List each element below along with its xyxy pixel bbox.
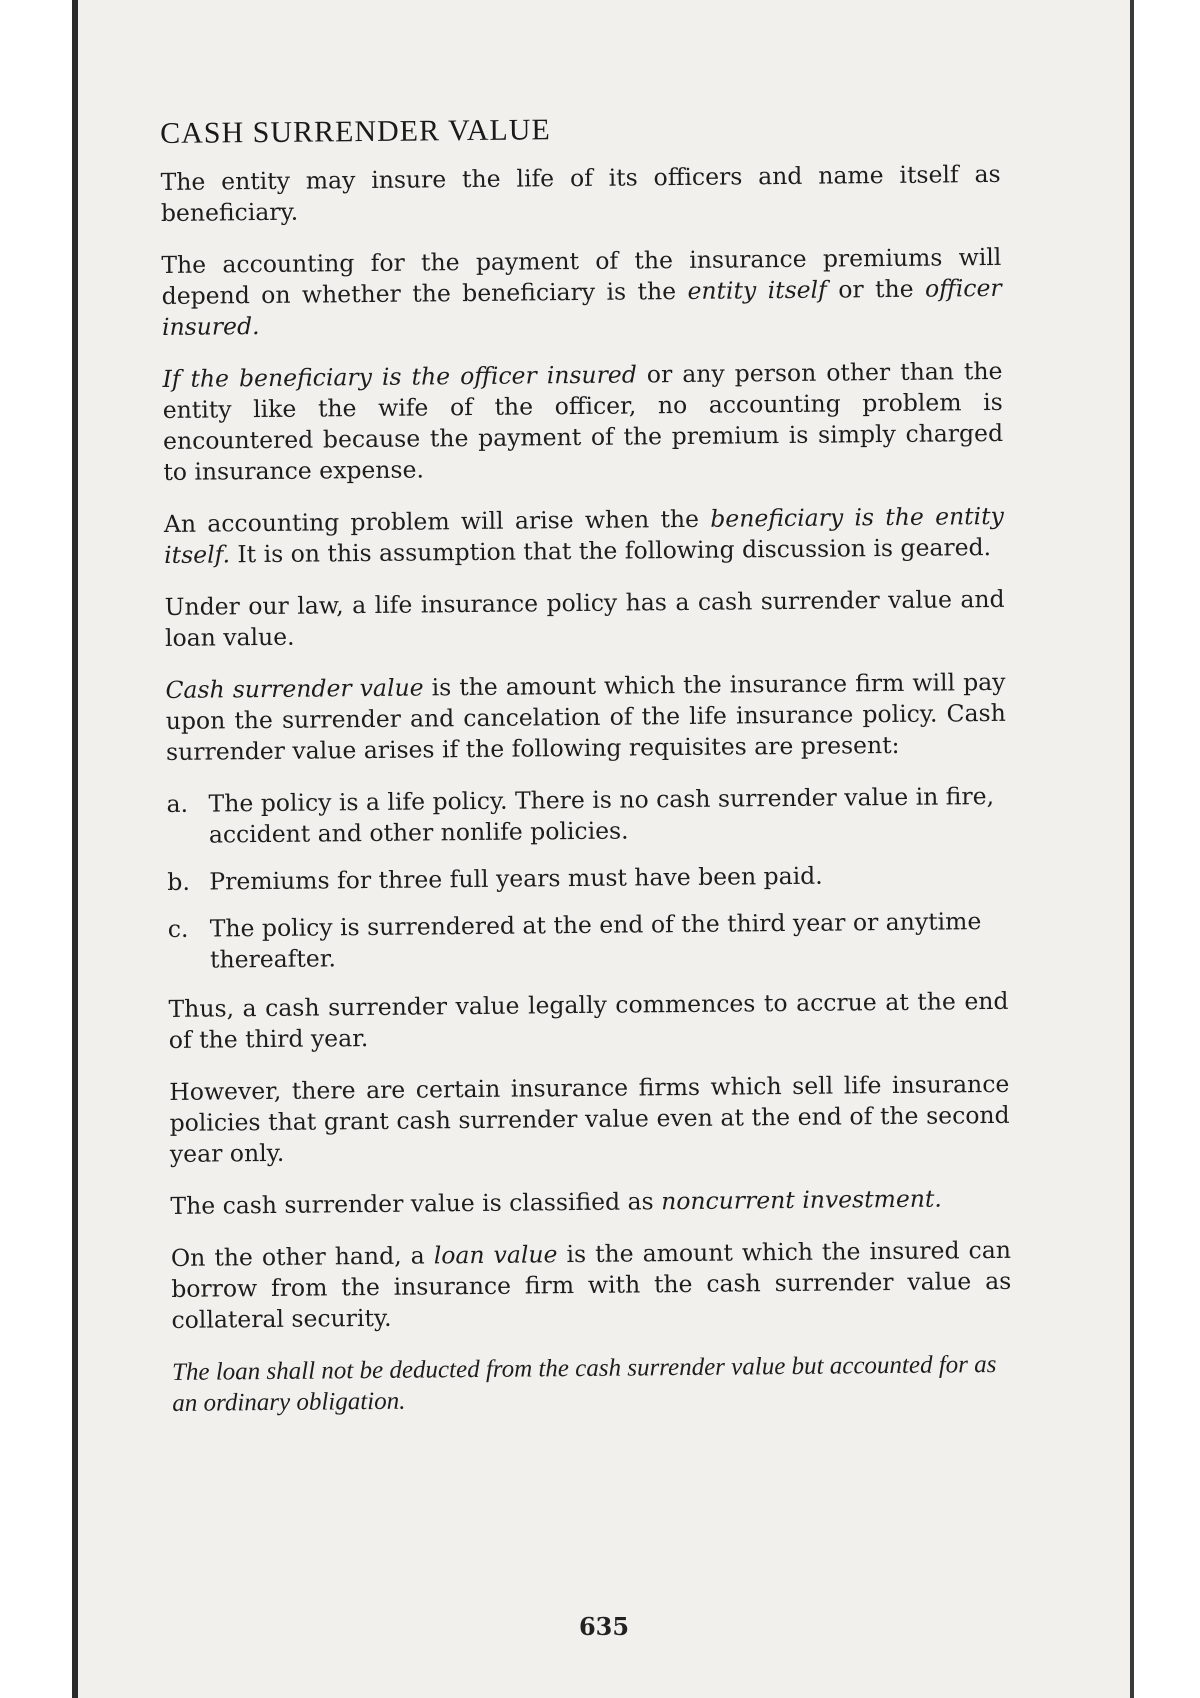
section-title: CASH SURRENDER VALUE xyxy=(159,113,551,150)
emphasis-officer-insured: officer insured. xyxy=(161,273,1002,341)
text-segment: is the amount which the insured can borrow from the insurance firm with the cash surrender value as collateral security. xyxy=(171,1235,1012,1334)
paragraph-closing-note: The loan shall not be deducted from the cash surrender value but accounted for as an ordinary obligation. xyxy=(171,1351,997,1417)
text-segment: An accounting problem will arise when the xyxy=(163,504,711,538)
text-segment: or any person other than the entity like the wife of the officer, no accounting problem is encountered because the payment of the premium is simply charged to insurance expense. xyxy=(162,356,1004,486)
paragraph-beneficiary: The entity may insure the life of its officers and name itself as beneficiary. xyxy=(160,159,1001,227)
page-number: 635 xyxy=(578,1612,630,1641)
book-page xyxy=(78,0,1130,1698)
list-item-text: The policy is surrendered at the end of the third year or anytime thereafter. xyxy=(209,907,982,974)
emphasis-cash-surrender-value: Cash surrender value xyxy=(165,673,424,704)
list-item-text: Premiums for three full years must have been paid. xyxy=(209,861,823,896)
scan-left-margin xyxy=(0,0,78,1698)
paragraph-classification xyxy=(170,1183,1010,1222)
paragraph-accrual: Thus, a cash surrender value legally commences to accrue at the end of the third year. xyxy=(168,986,1009,1054)
requisites-list xyxy=(166,781,1008,976)
emphasis-loan-value: loan value xyxy=(433,1240,558,1270)
emphasis-noncurrent-investment: noncurrent investment. xyxy=(660,1184,942,1216)
list-marker: a. xyxy=(166,789,189,818)
text-segment: is the amount which the insurance firm will pay upon the surrender and cancelation of the life insurance policy. Cash surrender value arises if the following requisites are present: xyxy=(165,667,1006,766)
emphasis-beneficiary-entity: beneficiary is the entity itself. xyxy=(164,501,1004,569)
paragraph-officer-beneficiary xyxy=(162,356,1003,488)
paragraph-second-year: However, there are certain insurance firms which sell life insurance policies that grant cash surrender value even at the end of the second year only. xyxy=(169,1069,1010,1168)
list-item xyxy=(168,906,1009,976)
paragraph-law: Under our law, a life insurance policy has a cash surrender value and loan value. xyxy=(164,584,1005,652)
text-segment: The accounting for the payment of the insurance premiums will depend on whether the beneficiary is the xyxy=(161,242,1002,310)
text-segment: On the other hand, a xyxy=(170,1241,434,1272)
paragraph-cash-surrender-definition xyxy=(165,667,1006,768)
list-item xyxy=(167,859,1007,898)
paragraph-accounting-dependence xyxy=(161,242,1002,343)
list-marker: c. xyxy=(167,914,189,943)
page-content xyxy=(160,110,1013,1440)
paragraph-loan-value xyxy=(171,1235,1012,1336)
list-marker: b. xyxy=(167,867,190,896)
list-item-text: The policy is a life policy. There is no cash surrender value in fire, accident and other nonlife policies. xyxy=(208,782,995,849)
paragraph-accounting-problem xyxy=(164,501,1005,571)
text-segment: It is on this assumption that the following discussion is geared. xyxy=(229,533,992,569)
list-item xyxy=(166,781,1007,851)
emphasis-beneficiary-officer: If the beneficiary is the officer insured xyxy=(162,360,637,393)
text-segment: The cash surrender value is classified as xyxy=(170,1187,662,1220)
text-segment: or the xyxy=(826,274,926,304)
scan-right-margin xyxy=(1130,0,1200,1698)
page-shadow-right xyxy=(1130,0,1134,1698)
emphasis-entity-itself: entity itself xyxy=(687,275,827,305)
